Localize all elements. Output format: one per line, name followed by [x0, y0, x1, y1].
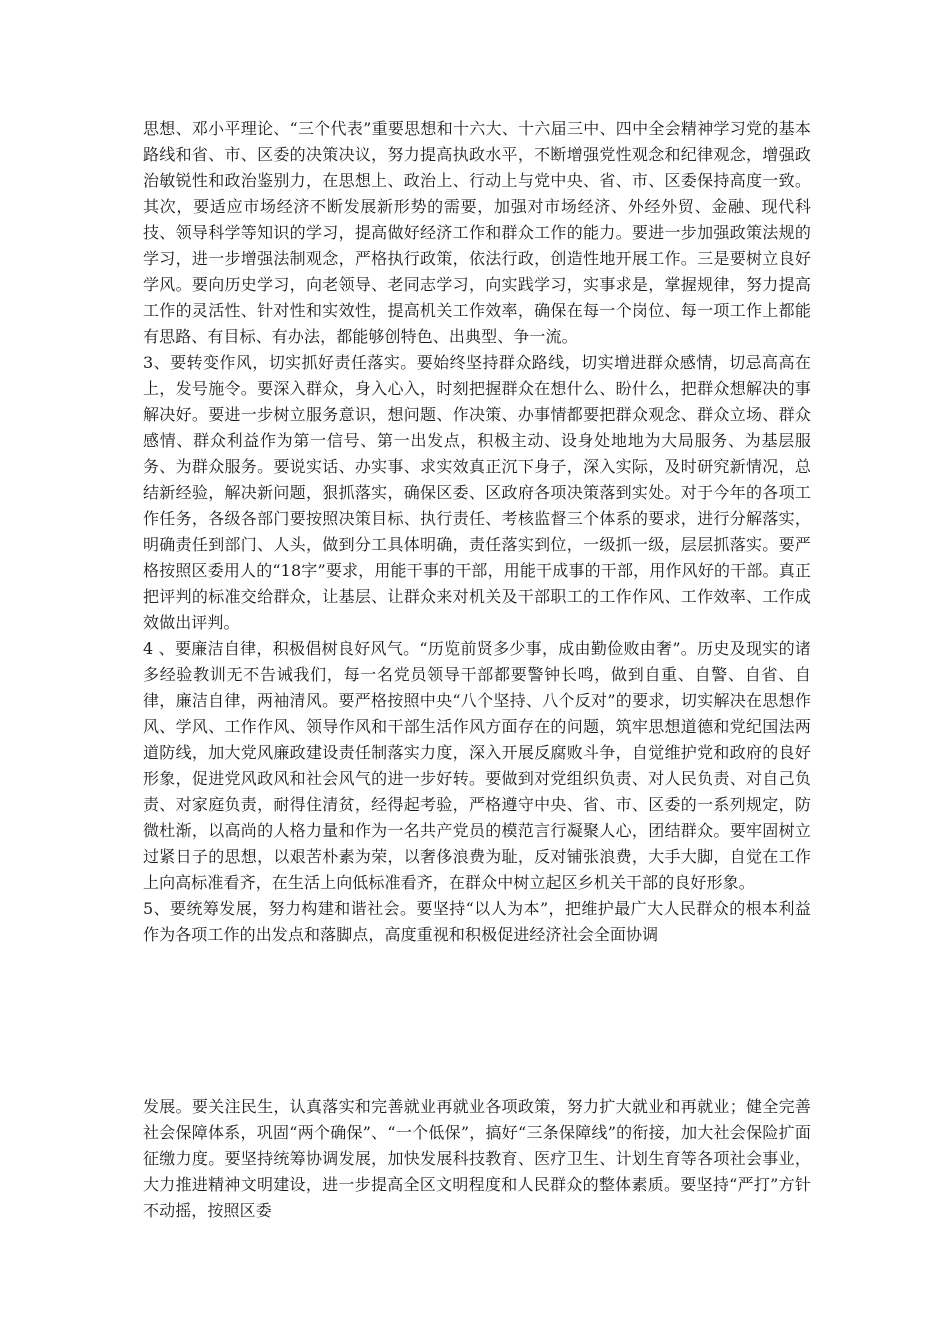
paragraph-harmonious-society: 5、要统筹发展，努力构建和谐社会。要坚持“以人为本”，把维护最广大人民群众的根本利益作为各项工作的出发点和落脚点，高度重视和积极促进经济社会全面协调 — [143, 899, 811, 944]
paragraph-study: 思想、邓小平理论、“三个代表”重要思想和十六大、十六届三中、四中全会精神学习党的基本路线和省、市、区委的决策决议，努力提高执政水平，不断增强党性观念和纪律观念，增强政治敏锐性和政治鉴别力，在思想上、政治上、行动上与党中央、省、市、区委保持高度一致。其次，要适应市场经济不断发展新形势的需要，加强对市场经济、外经外贸、金融、现代科技、领导科学等知识的学习，提高做好经济工作和群众工作的能力。要进一步加强政策法规的学习，进一步增强法制观念，严格执行政策，依法行政，创造性地开展工作。三是要树立良好学风。要向历史学习，向老领导、老同志学习，向实践学习，实事求是，掌握规律，努力提高工作的灵活性、针对性和实效性，提高机关工作效率，确保在每一个岗位、每一项工作上都能有思路、有目标、有办法，都能够创特色、出典型、争一流。 — [143, 119, 811, 346]
text-block-upper — [143, 116, 811, 948]
paragraph-work-style: 3、要转变作风，切实抓好责任落实。要始终坚持群众路线，切实增进群众感情，切忌高高在上，发号施令。要深入群众，身入心入，时刻把握群众在想什么、盼什么，把群众想解决的事解决好。要进一步树立服务意识，想问题、作决策、办事情都要把群众观念、群众立场、群众感情、群众利益作为第一信号、第一出发点，积极主动、设身处地地为大局服务、为基层服务、为群众服务。要说实话、办实事、求实效真正沉下身子，深入实际，及时研究新情况，总结新经验，解决新问题，狠抓落实，确保区委、区政府各项决策落到实处。对于今年的各项工作任务，各级各部门要按照决策目标、执行责任、考核监督三个体系的要求，进行分解落实，明确责任到部门、人头，做到分工具体明确，责任落实到位，一级抓一级，层层抓落实。要严格按照区委用人的“18字”要求，用能干事的干部，用能干成事的干部，用作风好的干部。真正把评判的标准交给群众，让基层、让群众来对机关及干部职工的工作作风、工作效率、工作成效做出评判。 — [143, 353, 811, 632]
paragraph-integrity: 4 、要廉洁自律，积极倡树良好风气。“历览前贤多少事，成由勤俭败由奢”。历史及现实的诸多经验教训无不告诫我们，每一名党员领导干部都要警钟长鸣，做到自重、自警、自省、自律，廉洁自律，两袖清风。要严格按照中央“八个坚持、八个反对”的要求，切实解决在思想作风、学风、工作作风、领导作风和干部生活作风方面存在的问题，筑牢思想道德和党纪国法两道防线，加大党风廉政建设责任制落实力度，深入开展反腐败斗争，自觉维护党和政府的良好形象，促进党风政风和社会风气的进一步好转。要做到对党组织负责、对人民负责、对自己负责、对家庭负责，耐得住清贫，经得起考验，严格遵守中央、省、市、区委的一系列规定，防微杜渐，以高尚的人格力量和作为一名共产党员的模范言行凝聚人心，团结群众。要牢固树立过紧日子的思想，以艰苦朴素为荣，以奢侈浪费为耻，反对铺张浪费，大手大脚，自觉在工作上向高标准看齐，在生活上向低标准看齐，在群众中树立起区乡机关干部的良好形象。 — [143, 639, 811, 892]
paragraph-development: 发展。要关注民生，认真落实和完善就业再就业各项政策，努力扩大就业和再就业；健全完善社会保障体系，巩固“两个确保”、“一个低保”，搞好“三条保障线”的衔接，加大社会保险扩面征缴力度。要坚持统筹协调发展，加快发展科技教育、医疗卫生、计划生育等各项社会事业，大力推进精神文明建设，进一步提高全区文明程度和人民群众的整体素质。要坚持“严打”方针不动摇，按照区委 — [143, 1097, 811, 1220]
text-block-lower — [143, 1094, 811, 1224]
